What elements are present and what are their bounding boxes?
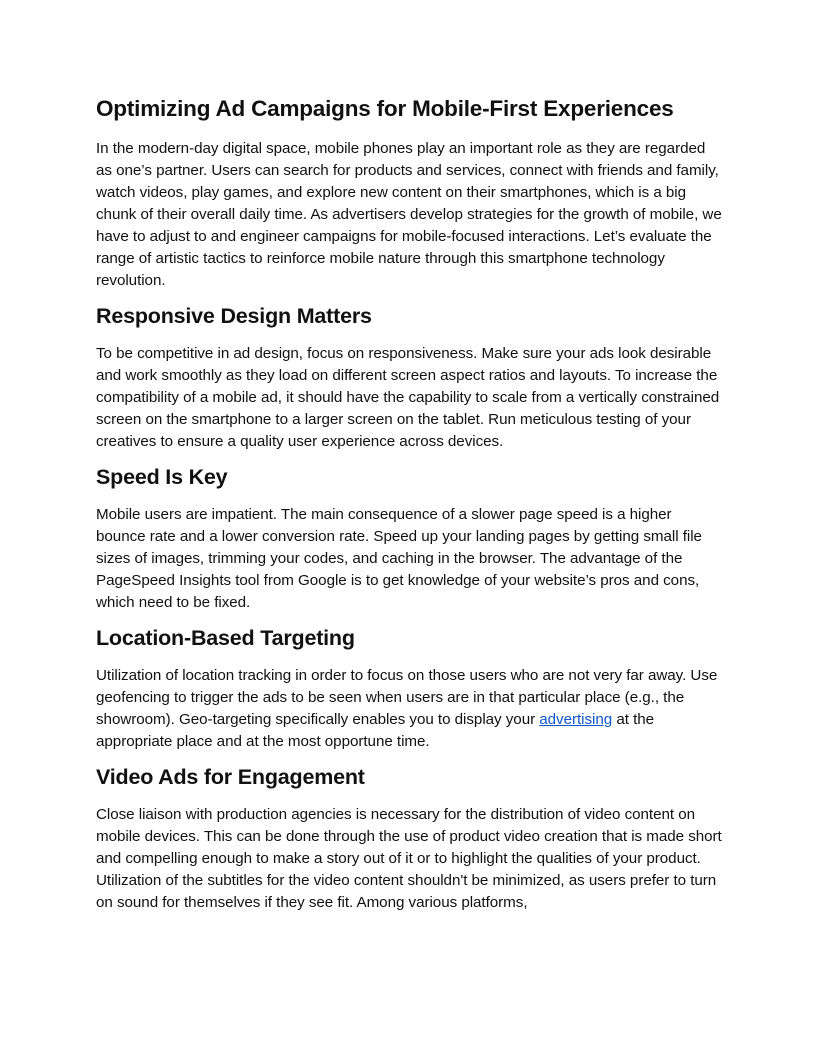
document-title: Optimizing Ad Campaigns for Mobile-First Experiences bbox=[96, 96, 674, 121]
paragraph-speed: Mobile users are impatient. The main consequence of a slower page speed is a higher bounce rate and a lower conversion rate. Speed up your landing pages by getting small file sizes of images, trimming your codes, and caching in the browser. The advantage of the PageSpeed Insights tool from Google is to get knowledge of your website’s pros and cons, which need to be fixed. bbox=[96, 506, 702, 611]
heading-speed: Speed Is Key bbox=[96, 465, 228, 489]
document-page bbox=[96, 94, 724, 914]
paragraph-video-ads: Close liaison with production agencies is necessary for the distribution of video content on mobile devices. This can be done through the use of product video creation that is made short and compelling enough to make a story out of it or to highlight the qualities of your product. Utilization of the subtitles for the video content shouldn't be minimized, as users prefer to turn on sound for themselves if they see fit. Among various platforms, bbox=[96, 806, 722, 911]
paragraph-location-targeting bbox=[96, 665, 724, 753]
heading-responsive-design: Responsive Design Matters bbox=[96, 304, 372, 328]
paragraph-responsive-design: To be competitive in ad design, focus on responsiveness. Make sure your ads look desirable and work smoothly as they load on different screen aspect ratios and layouts. To increase the compatibility of a mobile ad, it should have the capability to scale from a vertically constrained screen on the smartphone to a larger screen on the tablet. Run meticulous testing of your creatives to ensure a quality user experience across devices. bbox=[96, 345, 720, 450]
intro-paragraph: In the modern-day digital space, mobile phones play an important role as they are regarded as one’s partner. Users can search for products and services, connect with friends and family, watch videos, play games, and explore new content on their smartphones, which is a big chunk of their overall daily time. As advertisers develop strategies for the growth of mobile, we have to adjust to and engineer campaigns for mobile-focused interactions. Let’s evaluate the range of artistic tactics to reinforce mobile nature through this smartphone technology revolution. bbox=[96, 140, 722, 289]
heading-location-targeting: Location-Based Targeting bbox=[96, 626, 355, 650]
location-text-before-link: Utilization of location tracking in order to focus on those users who are not very far away. Use geofencing to trigger the ads to be seen when users are in that particular place (e.g., the showroom). Geo-targeting specifically enables you to display your bbox=[96, 667, 718, 728]
location-text-after-link: at the appropriate place and at the most opportune time. bbox=[96, 711, 655, 750]
heading-video-ads: Video Ads for Engagement bbox=[96, 765, 365, 789]
advertising-link[interactable]: advertising bbox=[539, 711, 613, 728]
